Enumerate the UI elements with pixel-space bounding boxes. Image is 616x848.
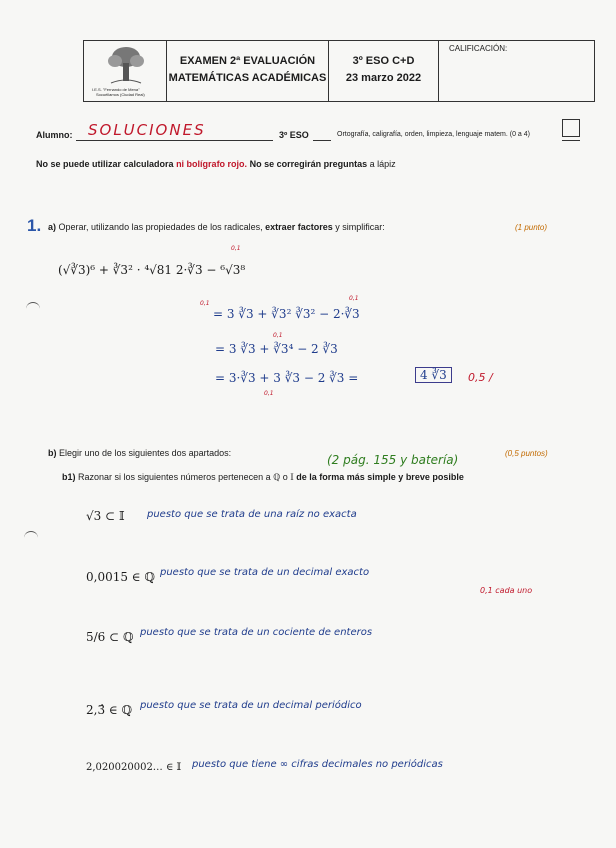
mark-step0: 0,1	[231, 245, 241, 252]
q1b-text: Elegir uno de los siguientes dos apartados:	[59, 448, 232, 458]
criteria-underline	[562, 140, 580, 141]
criteria-score-box	[562, 119, 580, 137]
title-cell	[167, 41, 329, 101]
q1b-label: b)	[48, 448, 57, 458]
b1-item-3-answer: puesto que se trata de un cociente de enteros	[140, 627, 373, 638]
course-label: 3º ESO C+D	[352, 55, 415, 67]
school-name: I.E.S. "Fernando de Mena"	[92, 87, 140, 92]
b1-item-3-expr: 5/6 ⊂ ℚ	[86, 630, 134, 644]
b1-item-1-answer: puesto que se trata de una raíz no exacta	[147, 509, 357, 520]
q1b1-label: b1)	[62, 472, 76, 482]
b1-item-1-expr: √3 ⊂ 𝕀	[86, 509, 125, 523]
course-underline	[313, 140, 331, 141]
exam-title-line2: MATEMÁTICAS ACADÉMICAS	[168, 72, 327, 84]
b1-mark: 0,1 cada uno	[480, 586, 533, 595]
score-cell	[439, 41, 596, 101]
mark-step2: 0,1	[273, 332, 283, 339]
q1b1-statement	[62, 472, 464, 483]
course-cell	[329, 41, 439, 101]
school-town: Socuéllamos (Ciudad Real)	[96, 92, 145, 97]
q1a-step1: = 3 ∛3 + ∛3² ∛3² − 2·∛3	[213, 307, 360, 321]
q1b1-text-bold: de la forma más simple y breve posible	[296, 472, 464, 482]
q1a-text-bold: extraer factores	[265, 222, 333, 232]
q1a-text-pre: Operar, utilizando las propiedades de los radicales,	[58, 222, 263, 232]
tree-logo-icon	[101, 43, 151, 87]
q1a-final-mark: 0,5 /	[468, 371, 493, 384]
b1-item-5-answer: puesto que tiene ∞ cifras decimales no periódicas	[192, 759, 443, 770]
rule-pencil: a lápiz	[369, 159, 396, 169]
exam-rules	[36, 159, 396, 169]
rule-no-red-pen: ni bolígrafo rojo.	[176, 159, 248, 169]
rule-no-calculator: No se puede utilizar calculadora	[36, 159, 174, 169]
q1a-points: (1 punto)	[515, 223, 548, 232]
student-course: 3º ESO	[279, 130, 309, 140]
exam-header-table	[83, 40, 595, 102]
name-underline	[76, 140, 273, 141]
mark-step1b: 0,1	[349, 295, 359, 302]
mark-step3: 0,1	[264, 390, 274, 397]
q1a-statement	[48, 222, 385, 232]
q1a-step3: = 3·∛3 + 3 ∛3 − 2 ∛3 =	[215, 371, 359, 385]
b1-item-2-expr: 0,0015 ∈ ℚ	[86, 570, 155, 584]
exam-date: 23 marzo 2022	[345, 72, 422, 84]
mark-step1a: 0,1	[200, 300, 210, 307]
b1-item-2-answer: puesto que se trata de un decimal exacto	[160, 567, 370, 578]
b1-item-4-expr: 2,3̂ ∈ ℚ	[86, 703, 133, 717]
q1a-expression: (√∛3)⁶ + ∛3² · ⁴√81 2·∛3 − ⁶√3⁸	[58, 263, 246, 277]
exam-title-line1: EXAMEN 2ª EVALUACIÓN	[179, 55, 316, 67]
q1a-final-answer: 4 ∛3	[415, 367, 452, 383]
q1b-points: (0,5 puntos)	[505, 449, 548, 458]
rule-no-pencil: No se corregirán preguntas	[249, 159, 368, 169]
binding-mark-2	[24, 531, 38, 540]
grade-label: CALIFICACIÓN:	[449, 44, 508, 53]
q1a-label: a)	[48, 222, 57, 232]
student-name: SOLUCIONES	[88, 121, 206, 139]
logo-cell	[84, 41, 167, 101]
q1b-statement	[48, 448, 231, 458]
q1a-step2: = 3 ∛3 + ∛3⁴ − 2 ∛3	[215, 342, 338, 356]
b1-item-5-expr: 2,020020002… ∈ 𝕀	[86, 762, 182, 773]
presentation-criteria: Ortografía, caligrafía, orden, limpieza, lenguaje matem. (0 a 4)	[337, 131, 530, 138]
q1b1-text: Razonar si los siguientes números pertenecen a ℚ o 𝕀	[78, 472, 294, 482]
q1b-reference-note: (2 pág. 155 y batería)	[327, 453, 459, 467]
question-number: 1.	[27, 216, 42, 235]
b1-item-4-answer: puesto que se trata de un decimal periódico	[140, 700, 362, 711]
student-label: Alumno:	[36, 130, 73, 140]
q1a-text-post: y simplificar:	[335, 222, 385, 232]
binding-mark	[26, 302, 40, 311]
